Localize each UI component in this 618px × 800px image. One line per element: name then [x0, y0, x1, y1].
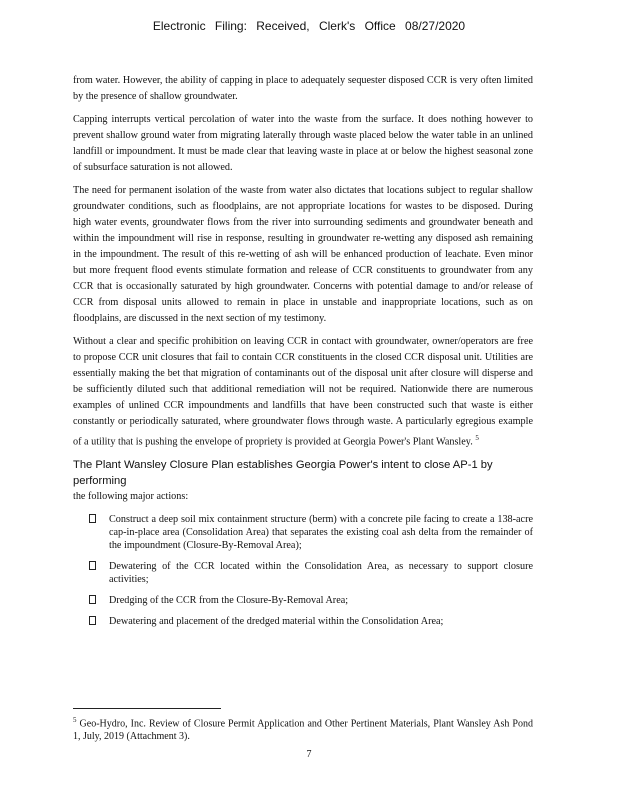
paragraph-3: The need for permanent isolation of the waste from water also dictates that locations subject to regular shallow groundwater conditions, such as floodplains, are not appropriate locations for wastes to be disposed. During high water events, groundwater flows from the river into surrounding sediments and groundwater beneath and within the impoundment will rise in response, resulting in groundwater re-wetting any disposed ash remaining in the impoundment. The result of this re-wetting of ash will be enhanced production of leachate. Even minor but more frequent flood events stimulate formation and release of CCR constituents to groundwater from any CCR that is occasionally saturated by high groundwater. Concerns with potential damage to and/or release of CCR from disposal units allowed to remain in place in unstable and inappropriate locations, such as on floodplains, are discussed in the next section of my testimony.	[73, 185, 533, 324]
footnote-text: Geo-Hydro, Inc. Review of Closure Permit Application and Other Pertinent Materials, Plant Wansley Ash Pond 1, July, 2019 (Attachment 3).	[73, 718, 533, 743]
list-item	[73, 594, 533, 607]
checkbox-bullet-icon	[89, 595, 96, 604]
list-item	[73, 560, 533, 586]
checkbox-bullet-icon	[89, 561, 96, 570]
paragraph-1: from water. However, the ability of capping in place to adequately sequester disposed CCR is very often limited by the presence of shallow groundwater.	[73, 75, 533, 102]
checkbox-bullet-icon	[89, 616, 96, 625]
section-heading: The Plant Wansley Closure Plan establishes Georgia Power's intent to close AP-1 by performing	[73, 459, 493, 488]
footnote-divider	[73, 708, 221, 709]
footnote-marker: 5	[73, 716, 77, 724]
footnote	[73, 714, 533, 743]
page-number: 7	[306, 749, 312, 760]
paragraph-4-text: Without a clear and specific prohibition on leaving CCR in contact with groundwater, owner/operators are free to propose CCR unit closures that fail to contain CCR constituents in the closed CCR disposal unit. Utilities are essentially making the bet that migration of contaminants out of the disposal unit after closure will disperse and be sufficiently diluted such that additional remediation will not be required. Nationwide there are numerous examples of unlined CCR impoundments and landfills that have been constructed such that waste is either constantly or periodically saturated, where groundwater flows through waste. A particularly egregious example of a utility that is pushing the envelope of propriety is provided at Georgia Power's Plant Wansley.	[73, 336, 533, 448]
footnote-ref: 5	[475, 434, 479, 442]
action-text: Construct a deep soil mix containment structure (berm) with a concrete pile facing to create a 138-acre cap-in-place area (Consolidation Area) that separates the existing coal ash delta from the remainder of the impoundment (Closure-By-Removal Area);	[109, 514, 533, 552]
action-list	[73, 513, 533, 628]
paragraph-2: Capping interrupts vertical percolation of water into the waste from the surface. It does nothing however to prevent shallow ground water from migrating laterally through waste placed below the water table in an unlined landfill or impoundment. It must be made clear that leaving waste in place at or below the highest seasonal zone of subsurface saturation is not allowed.	[73, 114, 533, 173]
filing-header: Electronic Filing: Received, Clerk's Office 08/27/2020	[152, 19, 466, 33]
action-text: Dewatering of the CCR located within the Consolidation Area, as necessary to support closure activities;	[109, 561, 533, 586]
checkbox-bullet-icon	[89, 514, 96, 523]
paragraph-4	[73, 334, 533, 450]
action-text: Dewatering and placement of the dredged material within the Consolidation Area;	[109, 616, 444, 628]
section-lead: the following major actions:	[73, 491, 189, 503]
list-item	[73, 513, 533, 552]
list-item	[73, 615, 533, 628]
document-body	[73, 73, 533, 636]
action-text: Dredging of the CCR from the Closure-By-Removal Area;	[109, 595, 349, 607]
